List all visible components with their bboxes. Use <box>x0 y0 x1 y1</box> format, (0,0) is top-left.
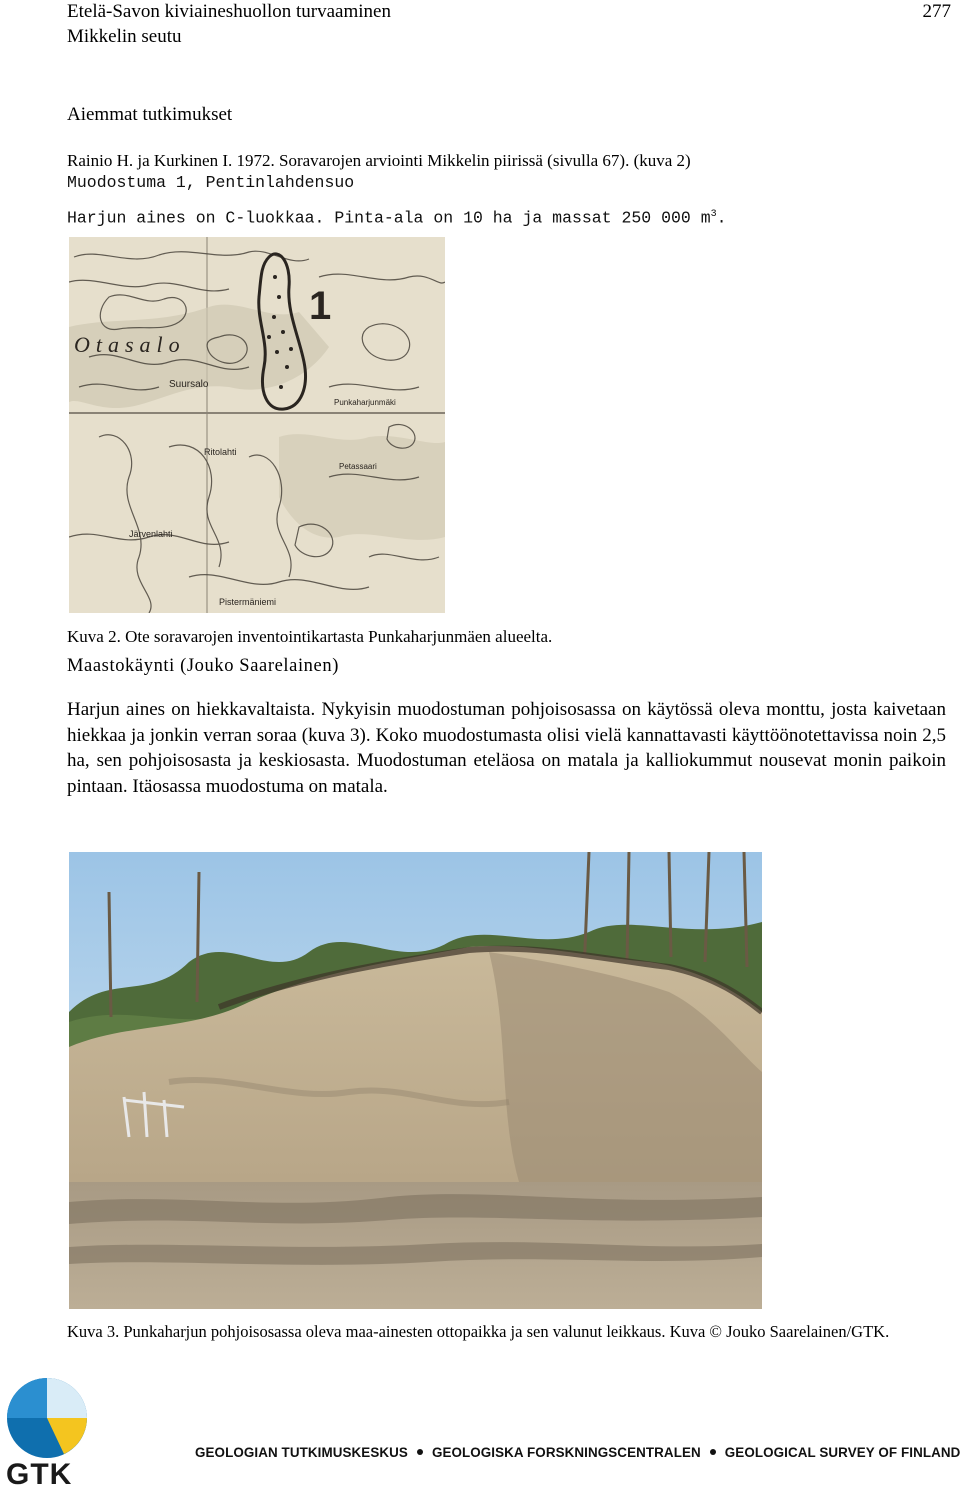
map-label-suursalo: Suursalo <box>169 379 209 390</box>
running-header-title: Etelä-Savon kiviaineshuollon turvaaminen <box>67 1 391 22</box>
reference-citation: Rainio H. ja Kurkinen I. 1972. Soravarojen arviointi Mikkelin piirissä (sivulla 67). (kuva 2) <box>67 151 691 170</box>
footer-org-en: GEOLOGICAL SURVEY OF FINLAND <box>724 1445 960 1460</box>
assessment-superscript: 3 <box>710 209 717 220</box>
figure3-caption: Kuva 3. Punkaharjun pohjoisosassa oleva maa-ainesten ottopaikka ja sen valunut leikkaus. Kuva © Jouko Saarelainen/GTK. <box>67 1322 890 1341</box>
running-header-region: Mikkelin seutu <box>67 26 182 47</box>
footer-organization-line <box>195 1445 960 1460</box>
topographic-map-image <box>69 237 445 613</box>
assessment-line <box>67 204 727 230</box>
map-figure <box>69 237 445 613</box>
map-label-punkaharjunmaki: Punkaharjunmäki <box>334 398 396 407</box>
fieldvisit-heading: Maastokäynti (Jouko Saarelainen) <box>67 656 339 676</box>
assessment-text: Harjun aines on C-luokkaa. Pinta-ala on 10 ha ja massat 250 000 m <box>67 208 711 228</box>
gtk-logo-icon <box>4 1375 90 1461</box>
map-label-petassaari: Petassaari <box>339 462 377 471</box>
footer-separator-dot <box>417 1449 423 1455</box>
formation-name: Muodostuma 1, Pentinlahdensuo <box>67 173 355 192</box>
footer-org-fi: GEOLOGIAN TUTKIMUSKESKUS <box>195 1445 408 1460</box>
fieldvisit-paragraph-text: Harjun aines on hiekkavaltaista. Nykyisin muodostuman pohjoisosassa on käytössä oleva monttu, josta kaivetaan hiekkaa ja jonkin verran soraa (kuva 3). Koko muodostumasta olisi vielä kannattavasti käyttöönotettavissa noin 2,5 ha, sen pohjoisosasta ja keskiosasta. Muodostuman eteläosa on matala ja kalliokummut nousevat monin paikoin pintaan. Itäosassa muodostuma on matala. <box>67 699 946 797</box>
map-label-pistermaniemi: Pistermäniemi <box>219 597 277 607</box>
fieldvisit-paragraph <box>67 697 946 799</box>
map-label-ritolahti: Ritolahti <box>204 447 237 457</box>
gravel-pit-photo <box>69 852 762 1309</box>
figure2-caption: Kuva 2. Ote soravarojen inventointikartasta Punkaharjunmäen alueelta. <box>67 627 553 646</box>
gtk-logo-mark <box>4 1375 90 1461</box>
photo-figure <box>69 852 762 1309</box>
map-label-jarvenlahti: Järvenlahti <box>129 529 173 539</box>
map-label-otasalo: Otasalo <box>74 332 186 357</box>
map-marker-label: 1 <box>309 284 332 328</box>
footer-org-sv: GEOLOGISKA FORSKNINGSCENTRALEN <box>431 1445 701 1460</box>
assessment-suffix: . <box>716 208 727 228</box>
footer-separator-dot <box>710 1449 716 1455</box>
page-number: 277 <box>922 1 951 22</box>
section-heading: Aiemmat tutkimukset <box>67 104 233 125</box>
gtk-logo-text: GTK <box>6 1458 73 1491</box>
